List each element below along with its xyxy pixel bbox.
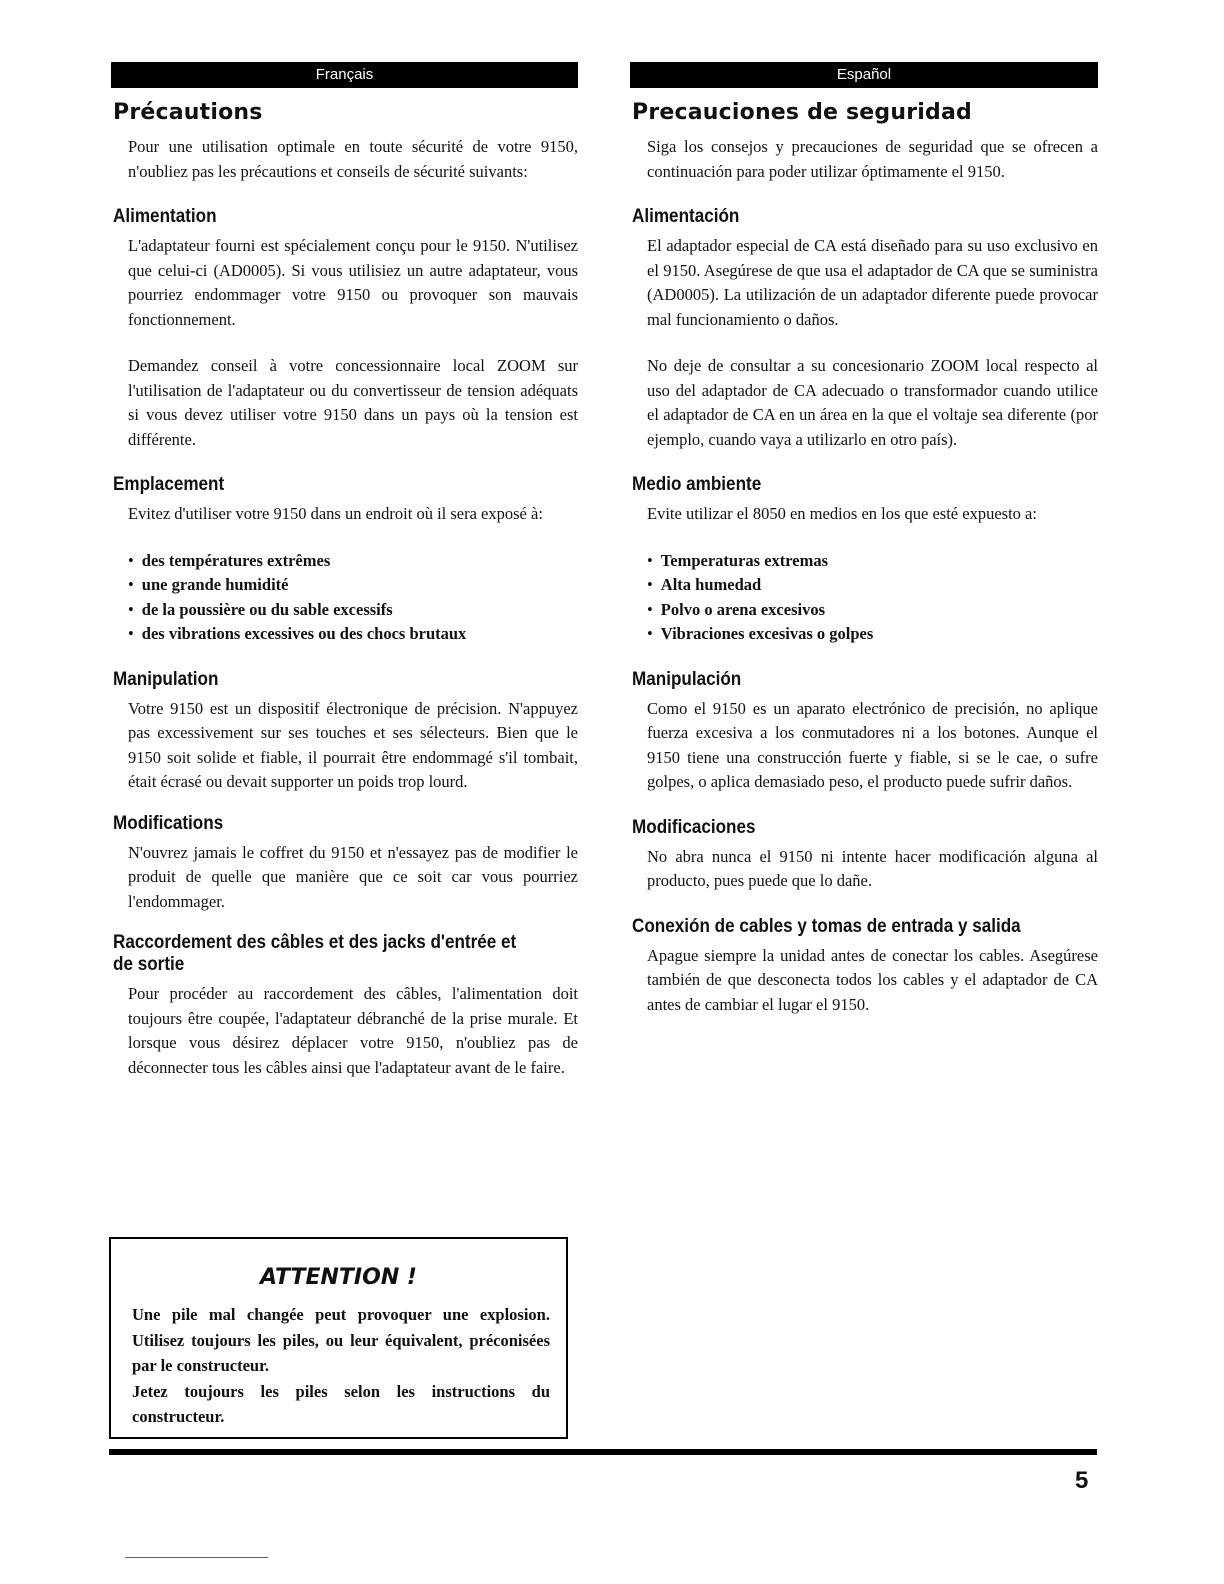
conexion-text: Apague siempre la unidad antes de conectar los cables. Asegúrese también de que desconecta todos los cables y el adaptador de CA antes de cambiar el lugar el 9150. [647, 945, 1098, 1014]
list-item: • des vibrations excessives ou des chocs brutaux [128, 622, 578, 647]
list-item: • Alta humedad [647, 573, 1098, 598]
list-item: • de la poussière ou du sable excessifs [128, 598, 578, 623]
manipulacion-text: Como el 9150 es un aparato electrónico de precisión, no aplique fuerza excesiva a los conmutadores ni a los botones. Aunque el 9150 tiene una construcción fuerte y fiable, si se le cae, o sufre golpes, o aplica demasiado peso, el producto puede sufrir daños. [647, 698, 1098, 791]
section-heading-medio-ambiente: Medio ambiente [632, 474, 762, 495]
section-heading-manipulation: Manipulation [113, 668, 219, 690]
section-heading-alimentacion: Alimentación [632, 206, 740, 227]
footer-line [125, 1557, 268, 1558]
section-heading-conexion: Conexión de cables y tomas de entrada y salida [632, 915, 1021, 937]
alimentation-paragraph-2: Demandez conseil à votre concessionnaire local ZOOM sur l'utilisation de l'adaptateur ou du convertisseur de tension adéquats si vous devez utiliser votre 9150 dans un pays où la tension est différente. [128, 356, 578, 449]
attention-text-2: Jetez toujours les piles selon les instructions du constructeur. [132, 1381, 550, 1426]
list-item: • Vibraciones excesivas o golpes [647, 622, 1098, 647]
emplacement-list [128, 549, 578, 647]
page-title-french: Précautions [113, 100, 263, 125]
emplacement-text: Evitez d'utiliser votre 9150 dans un endroit où il sera exposé à: [128, 504, 543, 523]
page-number: 5 [1075, 1467, 1089, 1494]
intro-text-spanish: Siga los consejos y precauciones de seguridad que se ofrecen a continuación para poder utilizar óptimamente el 9150. [647, 137, 1098, 181]
alimentacion-paragraph-2: No deje de consultar a su concesionario ZOOM local respecto al uso del adaptador de CA adecuado o transformador cuando utilice el adaptador de CA en un área en la que el voltaje sea diferente (por ejemplo, cuando vaya a utilizarlo en otro país). [647, 356, 1098, 449]
list-item: • des températures extrêmes [128, 549, 578, 574]
attention-text-1: Une pile mal changée peut provoquer une explosion. Utilisez toujours les piles, ou leur équivalent, préconisées par le constructeur. [132, 1305, 550, 1375]
spanish-column [630, 62, 1098, 1017]
french-column [111, 62, 578, 1080]
list-item: • Polvo o arena excesivos [647, 598, 1098, 623]
language-header-spanish: Español [630, 62, 1098, 88]
medio-ambiente-text: Evite utilizar el 8050 en medios en los que esté expuesto a: [647, 504, 1037, 523]
section-heading-modifications: Modifications [113, 812, 224, 834]
bottom-rule [109, 1449, 1097, 1455]
alimentation-paragraph-1: L'adaptateur fourni est spécialement conçu pour le 9150. N'utilisez que celui-ci (AD0005). Si vous utilisiez un autre adaptateur, vous pourriez endommager votre 9150 ou provoquer son mauvais fonctionnement. [128, 236, 578, 329]
raccordement-text: Pour procéder au raccordement des câbles, l'alimentation doit toujours être coupée, l'adaptateur débranché de la prise murale. Et lorsque vous désirez déplacer votre 9150, n'oubliez pas de déconnecter tous les câbles ainsi que l'adaptateur avant de le faire. [128, 984, 578, 1077]
section-heading-emplacement: Emplacement [113, 474, 225, 495]
list-item: • Temperaturas extremas [647, 549, 1098, 574]
intro-text-french: Pour une utilisation optimale en toute sécurité de votre 9150, n'oubliez pas les précautions et conseils de sécurité suivants: [128, 137, 578, 181]
section-heading-raccordement: Raccordement des câbles et des jacks d'entrée et de sortie [113, 932, 517, 975]
section-heading-manipulacion: Manipulación [632, 668, 742, 690]
modifications-text: N'ouvrez jamais le coffret du 9150 et n'essayez pas de modifier le produit de quelle que manière que ce soit car vous pourriez l'endommager. [128, 842, 578, 911]
page-title-spanish: Precauciones de seguridad [632, 100, 972, 125]
manipulation-text: Votre 9150 est un dispositif électronique de précision. N'appuyez pas excessivement sur ses touches et ses sélecteurs. Bien que le 9150 soit solide et fiable, il pourrait être endommagé s'il tombait, était écrasé ou devait supporter un poids trop lourd. [128, 698, 578, 791]
section-heading-modificaciones: Modificaciones [632, 816, 756, 838]
alimentacion-paragraph-1: El adaptador especial de CA está diseñado para su uso exclusivo en el 9150. Asegúrese de que usa el adaptador de CA que se suministra (AD0005). La utilización de un adaptador diferente puede provocar mal funcionamiento o daños. [647, 236, 1098, 329]
attention-box [109, 1237, 568, 1439]
section-heading-alimentation: Alimentation [113, 206, 217, 227]
modificaciones-text: No abra nunca el 9150 ni intente hacer modificación alguna al producto, pues puede que lo dañe. [647, 846, 1098, 890]
medio-ambiente-list [647, 549, 1098, 647]
attention-title: ATTENTION ! [260, 1265, 417, 1290]
list-item: • une grande humidité [128, 573, 578, 598]
language-header-french: Français [111, 62, 578, 88]
